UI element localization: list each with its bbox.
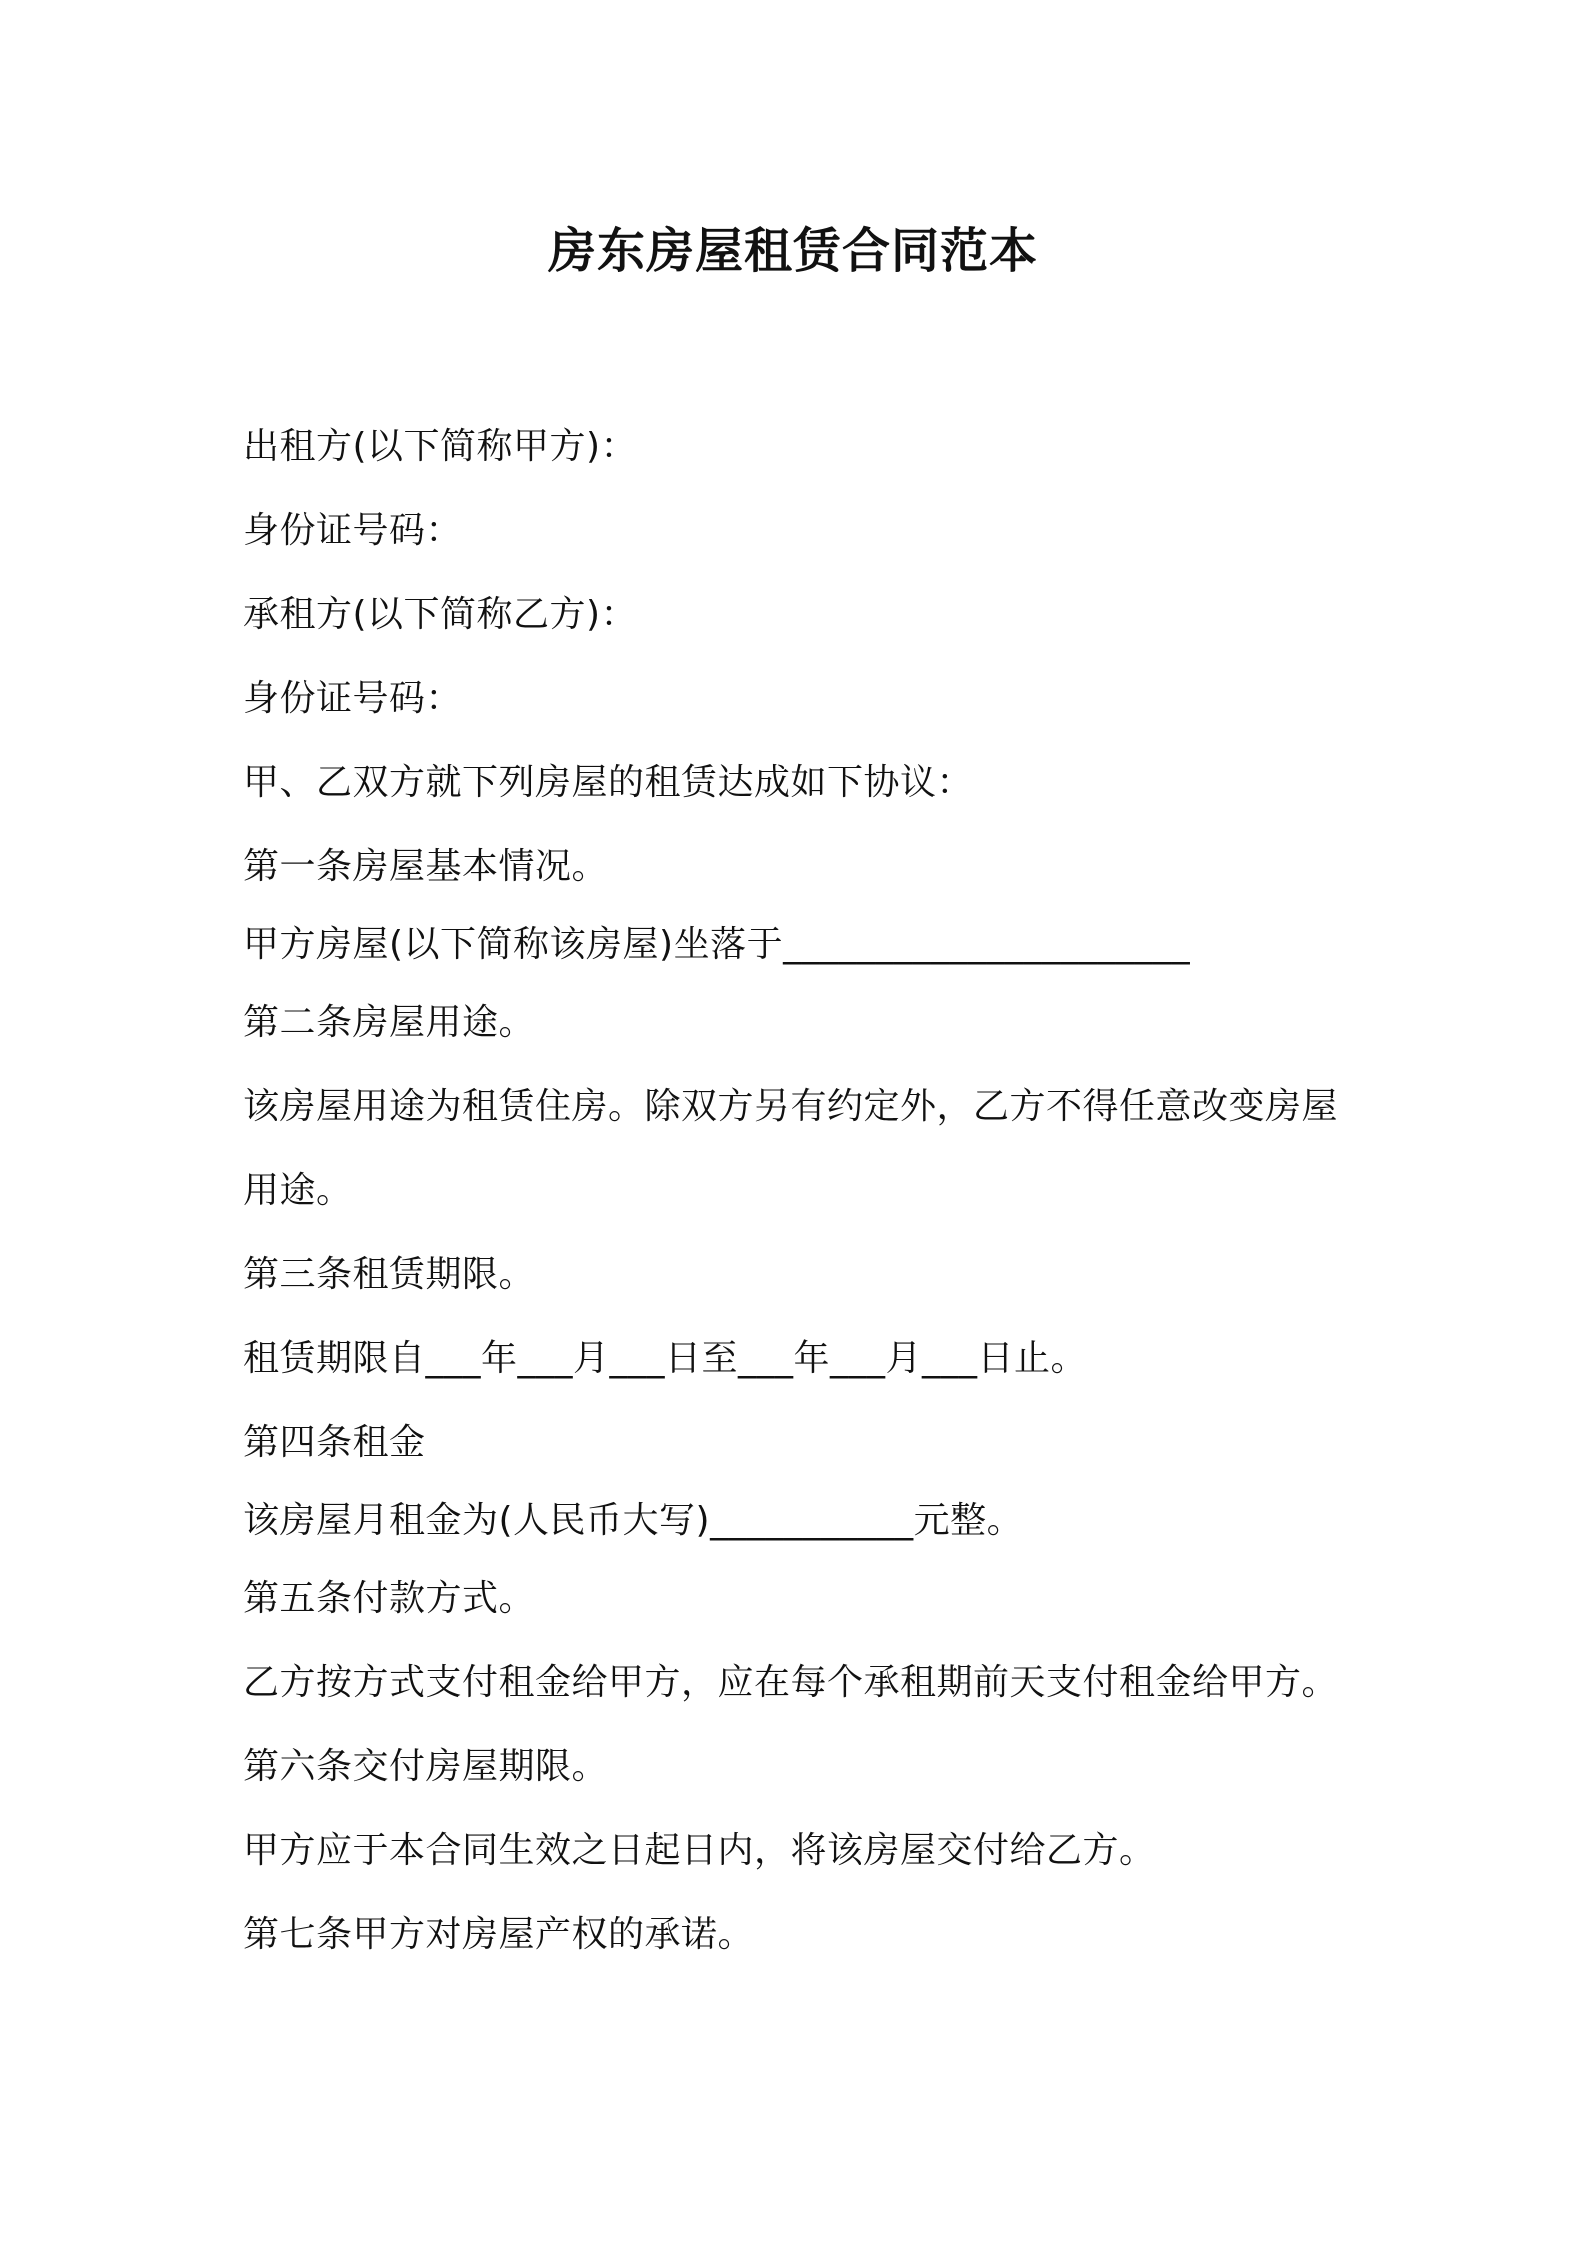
article-3-heading: 第三条租赁期限。 xyxy=(243,1254,536,1295)
lessee-line: 承租方(以下简称乙方)： xyxy=(243,594,638,635)
article-4-heading: 第四条租金 xyxy=(243,1422,426,1463)
lessor-line: 出租方(以下简称甲方)： xyxy=(243,426,638,467)
article-7-heading: 第七条甲方对房屋产权的承诺。 xyxy=(243,1914,755,1955)
document-title: 房东房屋租赁合同范本 xyxy=(547,223,1038,279)
article-6-heading: 第六条交付房屋期限。 xyxy=(243,1746,609,1787)
article-2-text-line-1: 该房屋用途为租赁住房。除双方另有约定外，乙方不得任意改变房屋 xyxy=(243,1086,1339,1127)
article-3-text: 租赁期限自___年___月___日至___年___月___日止。 xyxy=(243,1338,1088,1379)
document-body xyxy=(243,405,1403,1977)
article-1-text: 甲方房屋(以下简称该房屋)坐落于______________________ xyxy=(243,924,1191,965)
article-2-text-line-2: 用途。 xyxy=(243,1170,353,1211)
article-2-heading: 第二条房屋用途。 xyxy=(243,1002,536,1043)
article-5-text: 乙方按方式支付租金给甲方，应在每个承租期前天支付租金给甲方。 xyxy=(243,1662,1339,1703)
lessor-id-line: 身份证号码： xyxy=(243,510,463,551)
agreement-intro: 甲、乙双方就下列房屋的租赁达成如下协议： xyxy=(243,762,974,803)
lessee-id-line: 身份证号码： xyxy=(243,678,463,719)
article-4-text: 该房屋月租金为(人民币大写)___________元整。 xyxy=(243,1500,1024,1541)
article-1-heading: 第一条房屋基本情况。 xyxy=(243,846,609,887)
article-5-heading: 第五条付款方式。 xyxy=(243,1578,536,1619)
article-6-text: 甲方应于本合同生效之日起日内，将该房屋交付给乙方。 xyxy=(243,1830,1156,1871)
